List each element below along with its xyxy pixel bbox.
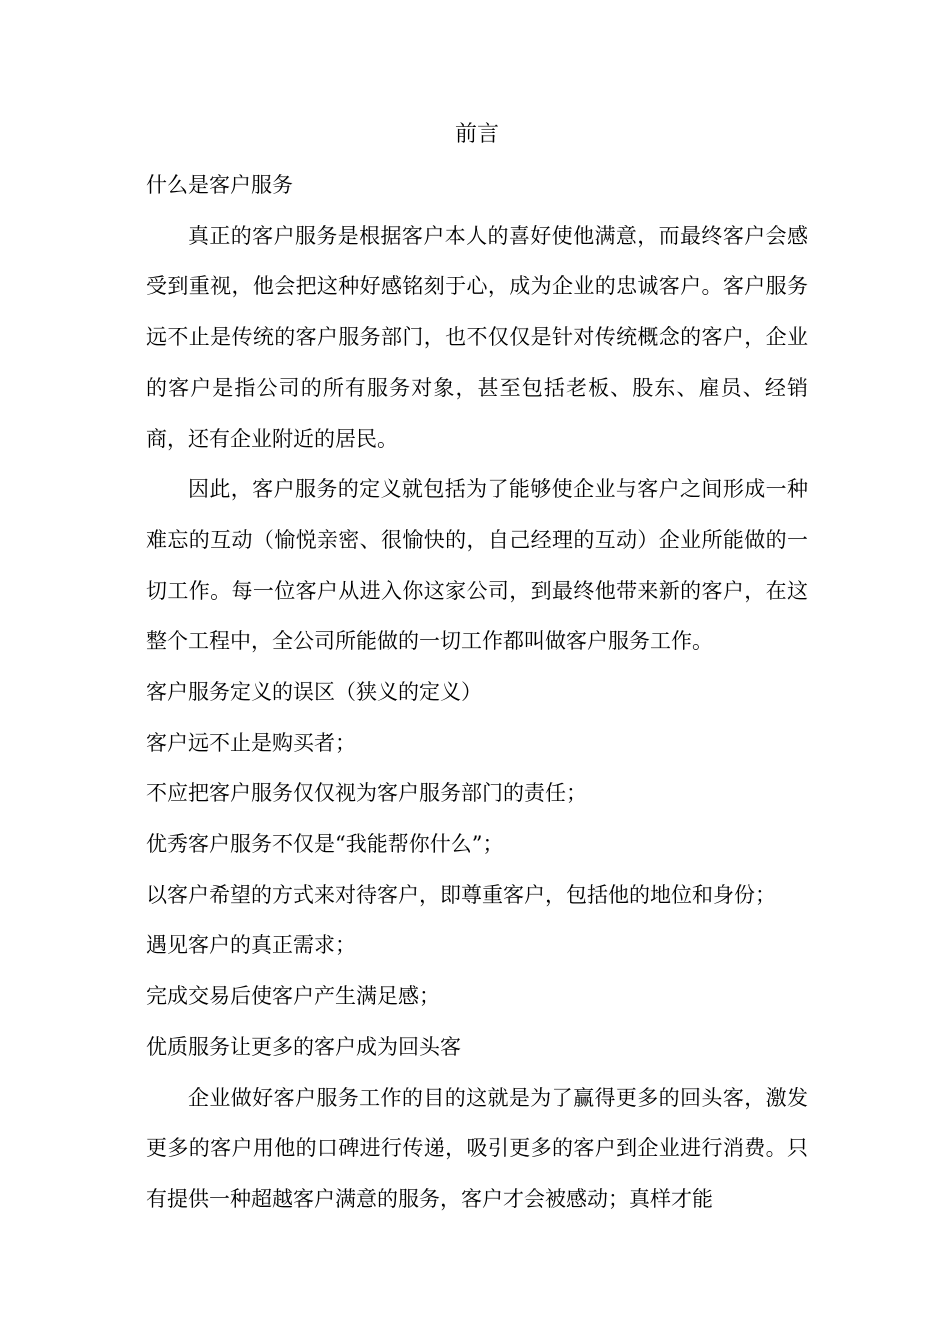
- list-item: 优秀客户服务不仅是“我能帮你什么”；: [146, 832, 504, 857]
- list-item: 客户远不止是购买者；: [146, 730, 356, 755]
- list-item: 不应把客户服务仅仅视为客户服务部门的责任；: [146, 781, 587, 806]
- paragraph: 因此，客户服务的定义就包括为了能够使企业与客户之间形成一种难忘的互动（愉悦亲密、很愉快的，自己经理的互动）企业所能做的一切工作。每一位客户从进入你这家公司，到最终他带来新的客户，在这整个工程中，全公司所能做的一切工作都叫做客户服务工作。: [146, 477, 808, 654]
- list-item: 以客户希望的方式来对待客户，即尊重客户，包括他的地位和身份；: [146, 882, 776, 907]
- document-body: [146, 110, 808, 1225]
- section-heading: 什么是客户服务: [146, 173, 293, 197]
- section-heading: 客户服务定义的误区（狭义的定义）: [146, 680, 482, 705]
- paragraph: 真正的客户服务是根据客户本人的喜好使他满意，而最终客户会感受到重视，他会把这种好感铭刻于心，成为企业的忠诚客户。客户服务远不止是传统的客户服务部门，也不仅仅是针对传统概念的客户，企业的客户是指公司的所有服务对象，甚至包括老板、股东、雇员、经销商，还有企业附近的居民。: [146, 223, 808, 451]
- list-item: 完成交易后使客户产生满足感；: [146, 984, 440, 1009]
- paragraph: 企业做好客户服务工作的目的这就是为了赢得更多的回头客，激发更多的客户用他的口碑进行传递，吸引更多的客户到企业进行消费。只有提供一种超越客户满意的服务，客户才会被感动；真样才能: [146, 1085, 808, 1211]
- page-title: 前言: [454, 122, 499, 147]
- list-item: 优质服务让更多的客户成为回头客: [146, 1034, 461, 1059]
- list-item: 遇见客户的真正需求；: [146, 933, 356, 958]
